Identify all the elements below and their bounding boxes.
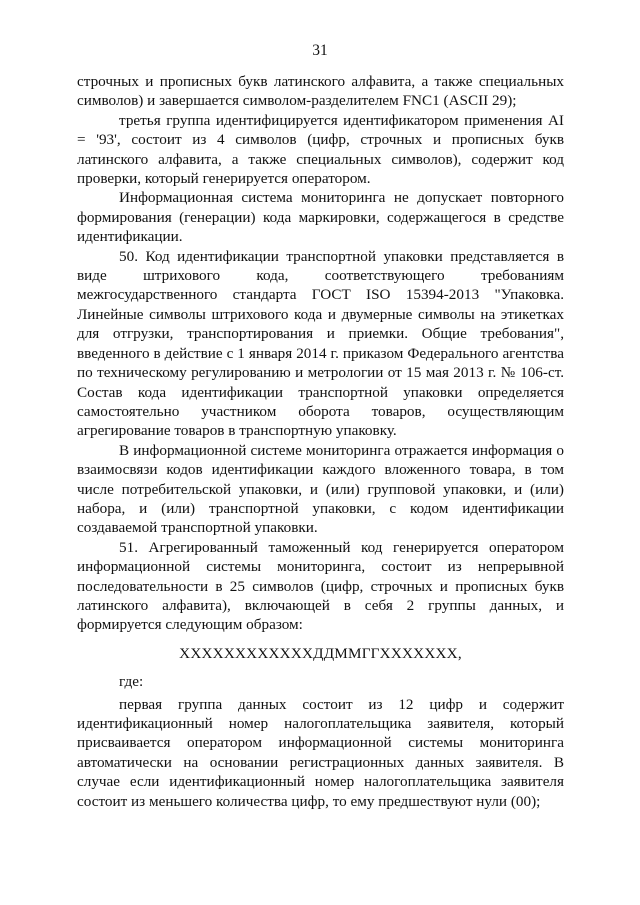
paragraph-item-51: 51. Агрегированный таможенный код генерируется оператором информационной системы мониторинга, состоит из непрерывной последовательности в 25 символов (цифр, строчных и прописных букв латинского алфавита), включающей в себя 2 группы данных, и формируется следующим образом: [77, 538, 564, 634]
where-label: где: [119, 673, 144, 691]
paragraph-continuation: строчных и прописных букв латинского алфавита, а также специальных символов) и завершается символом-разделителем FNC1 (ASCII 29); [77, 73, 564, 110]
document-body [77, 72, 564, 811]
paragraph-monitoring-system: Информационная система мониторинга не допускает повторного формирования (генерации) кода маркировки, содержащегося в средстве идентификации. [77, 189, 564, 246]
paragraph-first-data-group: первая группа данных состоит из 12 цифр и содержит идентификационный номер налогоплательщика заявителя, который присваивается оператором информационной системы мониторинга автоматически на основании регистрационных данных заявителя. В случае если идентификационный номер налогоплательщика заявителя состоит из меньшего количества цифр, то ему предшествуют нули (00); [77, 695, 564, 810]
page-number: 31 [312, 42, 328, 59]
paragraph-relationship-info: В информационной системе мониторинга отражается информация о взаимосвязи кодов идентификации каждого вложенного товара, в том числе потребительской упаковки, и (или) групповой упаковки, и (или) набора, и (или) транспортной упаковки, с кодом идентификации создаваемой транспортной упаковки. [77, 441, 564, 537]
paragraph-item-50: 50. Код идентификации транспортной упаковки представляется в виде штрихового кода, соответствующего требованиям межгосударственного стандарта ГОСТ ISO 15394-2013 "Упаковка. Линейные символы штрихового кода и двумерные символы на этикетках для отгрузки, транспортирования и приемки. Общие требования", введенного в действие с 1 января 2014 г. приказом Федерального агентства по техническому регулированию и метрологии от 15 мая 2013 г. № 106-ст. Состав кода идентификации транспортной упаковки определяется самостоятельно участником оборота товаров, осуществляющим агрегирование товаров в транспортную упаковку. [77, 247, 564, 440]
paragraph-third-group: третья группа идентифицируется идентификатором применения AI = '93', состоит из 4 символов (цифр, строчных и прописных букв латинского алфавита, а также специальных символов), содержит код проверки, который генерируется оператором. [77, 111, 564, 188]
code-format-line: ХХХХХХХХХХХХДДММГГХХХХХХХ, [179, 644, 462, 662]
